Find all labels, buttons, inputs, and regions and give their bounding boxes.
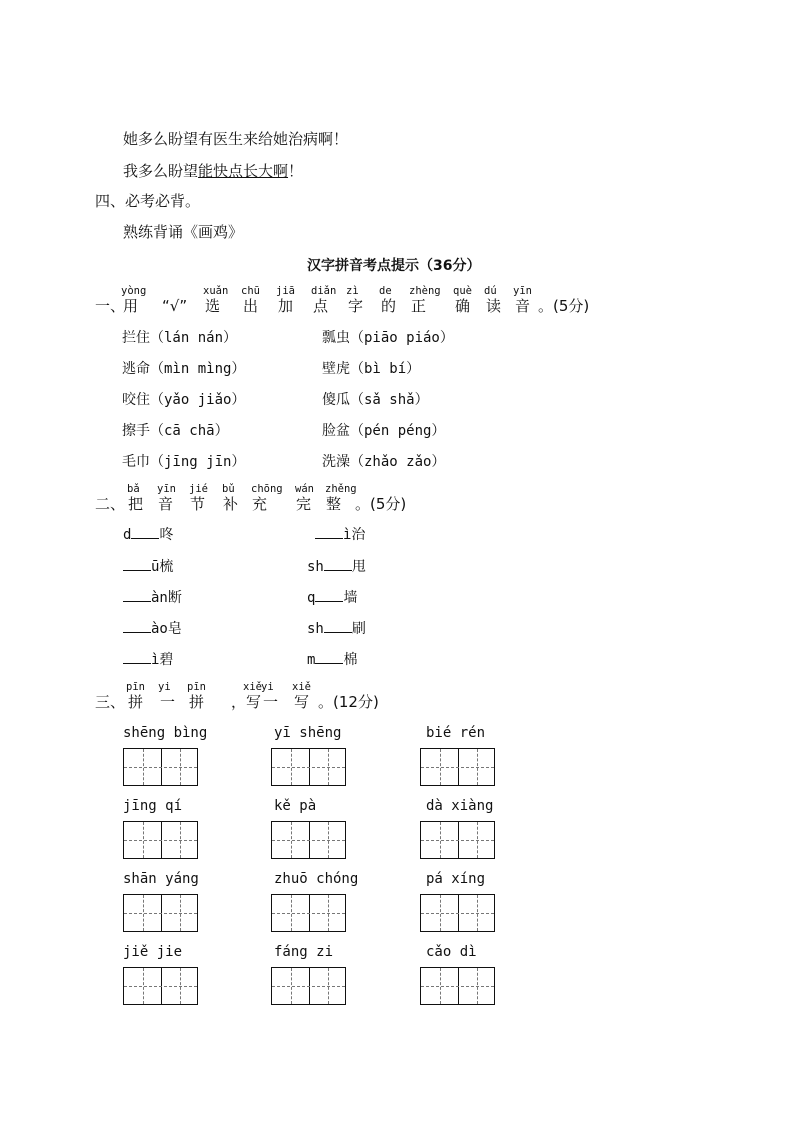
q3-pinyin-label: bié rén [426, 725, 486, 741]
q2-item [307, 620, 366, 638]
grid-midline [421, 767, 494, 768]
q2-char: 补 [223, 495, 239, 513]
q2-item [307, 589, 357, 607]
q2-post: 刷 [351, 621, 366, 637]
writing-grid [123, 894, 198, 932]
q2-item [123, 558, 173, 576]
q1-item [322, 422, 445, 440]
q3-pinyin-label: shān yáng [123, 871, 199, 887]
underlined-answer: 能快点长大啊 [198, 162, 289, 180]
q1-pinyin: dú [484, 285, 497, 297]
q2-item [123, 526, 173, 544]
q2-pre: sh [307, 559, 324, 575]
sentence-line-1: 她多么盼望有医生来给她治病啊！ [123, 130, 349, 148]
q1-word: 洗澡 [322, 454, 350, 470]
q1-pinyin: què [453, 285, 472, 297]
answer-blank [123, 558, 151, 571]
q1-char: 确 [455, 297, 471, 315]
writing-grid [420, 894, 495, 932]
grid-midline [421, 840, 494, 841]
q1-options: （mìn mìng） [150, 361, 246, 377]
writing-grid [271, 748, 346, 786]
q1-char: 用 [123, 297, 139, 315]
grid-midline [272, 767, 345, 768]
q1-item [122, 453, 245, 471]
q3-pinyin-label: jīng qí [123, 798, 183, 814]
page-title: 汉字拼音考点提示（36分） [307, 258, 481, 274]
q1-options: （jīng jīn） [150, 454, 246, 470]
q3-pinyin: xiě [292, 681, 311, 693]
q2-item [123, 651, 173, 669]
q1-item [122, 422, 229, 440]
q2-pinyin: jié [189, 483, 208, 495]
q3-char: 写 [294, 693, 310, 711]
grid-midline [272, 986, 345, 987]
answer-blank [315, 651, 343, 664]
q2-char: 充 [252, 495, 268, 513]
q2-item [123, 620, 182, 638]
q1-pinyin: de [379, 285, 392, 297]
q1-char: 字 [348, 297, 364, 315]
writing-grid [420, 821, 495, 859]
grid-midline [272, 913, 345, 914]
q1-char: 点 [313, 297, 329, 315]
q2-post: ì碧 [151, 652, 174, 668]
q1-word: 脸盆 [322, 423, 350, 439]
answer-blank [324, 558, 352, 571]
q1-char: 的 [381, 297, 397, 315]
q1-word: 咬住 [122, 392, 150, 408]
q1-pinyin: diǎn [311, 285, 337, 297]
q1-suffix: 。(5分) [538, 297, 590, 315]
q2-pre: q [307, 590, 316, 606]
q2-pinyin: bǔ [222, 483, 235, 495]
sentence-line-2: 我多么盼望能快点长大啊！ [123, 162, 304, 180]
q2-prefix: 二、 [95, 495, 126, 513]
writing-grid [123, 967, 198, 1005]
q1-item [122, 391, 245, 409]
writing-grid [420, 748, 495, 786]
q1-options: （sǎ shǎ） [350, 392, 429, 408]
q1-item [322, 360, 420, 378]
q2-pinyin: yīn [157, 483, 176, 495]
q1-word: 毛巾 [122, 454, 150, 470]
q2-post: 甩 [351, 559, 366, 575]
writing-grid [123, 748, 198, 786]
q2-char: 完 [296, 495, 312, 513]
q3-char: 一 [160, 693, 176, 711]
q1-item [322, 453, 445, 471]
q1-pinyin: jiā [276, 285, 295, 297]
q2-pinyin: chōng [251, 483, 283, 495]
q1-char: “√” [162, 297, 188, 315]
q3-pinyin-label: dà xiàng [426, 798, 494, 814]
q1-options: （bì bí） [350, 361, 421, 377]
q2-item [307, 651, 357, 669]
writing-grid [271, 967, 346, 1005]
q3-pinyin-label: zhuō chóng [274, 871, 359, 887]
grid-midline [124, 767, 197, 768]
q2-post: 墙 [343, 590, 358, 606]
grid-midline [272, 840, 345, 841]
q1-word: 逃命 [122, 361, 150, 377]
q2-pre: d [123, 527, 132, 543]
q3-char: 一 [263, 693, 279, 711]
q3-pinyin-label: jiě jie [123, 944, 183, 960]
q1-options: （zhǎo zǎo） [350, 454, 446, 470]
q1-char: 正 [411, 297, 427, 315]
q1-options: （yǎo jiǎo） [150, 392, 246, 408]
grid-midline [124, 913, 197, 914]
q1-pinyin: zì [346, 285, 359, 297]
q2-post: ū梳 [151, 559, 174, 575]
q3-pinyin-label: kě pà [274, 798, 317, 814]
q1-item [122, 329, 237, 347]
q3-char: 拼 [189, 693, 205, 711]
q2-post: 咚 [159, 527, 174, 543]
q1-word: 傻瓜 [322, 392, 350, 408]
q3-pinyin-label: fáng zi [274, 944, 334, 960]
answer-blank [315, 526, 343, 539]
q1-char: 音 [515, 297, 531, 315]
q3-pinyin-label: pá xíng [426, 871, 486, 887]
writing-grid [271, 894, 346, 932]
answer-blank [324, 620, 352, 633]
grid-midline [421, 913, 494, 914]
grid-midline [124, 986, 197, 987]
q1-prefix: 一、 [95, 297, 126, 315]
q1-pinyin: zhèng [409, 285, 441, 297]
q2-char: 音 [158, 495, 174, 513]
q2-post: ào皂 [151, 621, 182, 637]
q1-word: 壁虎 [322, 361, 350, 377]
q1-char: 读 [486, 297, 502, 315]
q2-pinyin: wán [295, 483, 314, 495]
q1-char: 加 [278, 297, 294, 315]
grid-midline [421, 986, 494, 987]
q1-item [322, 391, 429, 409]
q2-char: 节 [190, 495, 206, 513]
q3-suffix: 。(12分) [318, 693, 379, 711]
q1-char: 选 [205, 297, 221, 315]
q1-options: （piāo piáo） [350, 330, 454, 346]
q2-post: ì治 [343, 527, 366, 543]
q1-options: （cā chā） [150, 423, 229, 439]
q3-char: ，写 [231, 693, 262, 711]
answer-blank [315, 589, 343, 602]
q3-pinyin-label: cǎo dì [426, 944, 477, 960]
writing-grid [420, 967, 495, 1005]
answer-blank [123, 589, 151, 602]
q2-item [307, 558, 366, 576]
q1-options: （pén péng） [350, 423, 446, 439]
q1-pinyin: chū [241, 285, 260, 297]
q3-pinyin-label: yī shēng [274, 725, 342, 741]
q3-prefix: 三、 [95, 693, 126, 711]
answer-blank [123, 620, 151, 633]
section4-heading: 四、必考必背。 [95, 192, 201, 210]
q2-pre: sh [307, 621, 324, 637]
q1-pinyin: yòng [121, 285, 147, 297]
q1-item [322, 329, 454, 347]
q2-item [315, 526, 365, 544]
answer-blank [131, 526, 159, 539]
answer-blank [123, 651, 151, 664]
section4-content: 熟练背诵《画鸡》 [123, 223, 244, 241]
q1-char: 出 [243, 297, 259, 315]
q2-char: 整 [326, 495, 342, 513]
q2-char: 把 [128, 495, 144, 513]
q1-word: 拦住 [122, 330, 150, 346]
grid-midline [124, 840, 197, 841]
writing-grid [123, 821, 198, 859]
q3-pinyin: pīn [126, 681, 145, 693]
q3-pinyin: xiě [243, 681, 262, 693]
q2-post: àn断 [151, 590, 182, 606]
q1-word: 擦手 [122, 423, 150, 439]
q1-pinyin: yīn [513, 285, 532, 297]
writing-grid [271, 821, 346, 859]
q1-pinyin: xuǎn [203, 285, 229, 297]
q2-suffix: 。(5分) [355, 495, 407, 513]
q3-pinyin: pīn [187, 681, 206, 693]
q1-item [122, 360, 245, 378]
q3-pinyin-label: shēng bìng [123, 725, 208, 741]
q1-word: 瓢虫 [322, 330, 350, 346]
q3-pinyin: yi [261, 681, 274, 693]
q2-pre: m [307, 652, 316, 668]
q2-item [123, 589, 182, 607]
q2-post: 棉 [343, 652, 358, 668]
q2-pinyin: zhěng [325, 483, 357, 495]
q1-options: （lán nán） [150, 330, 238, 346]
q3-char: 拼 [128, 693, 144, 711]
q3-pinyin: yi [158, 681, 171, 693]
q2-pinyin: bǎ [127, 483, 140, 495]
